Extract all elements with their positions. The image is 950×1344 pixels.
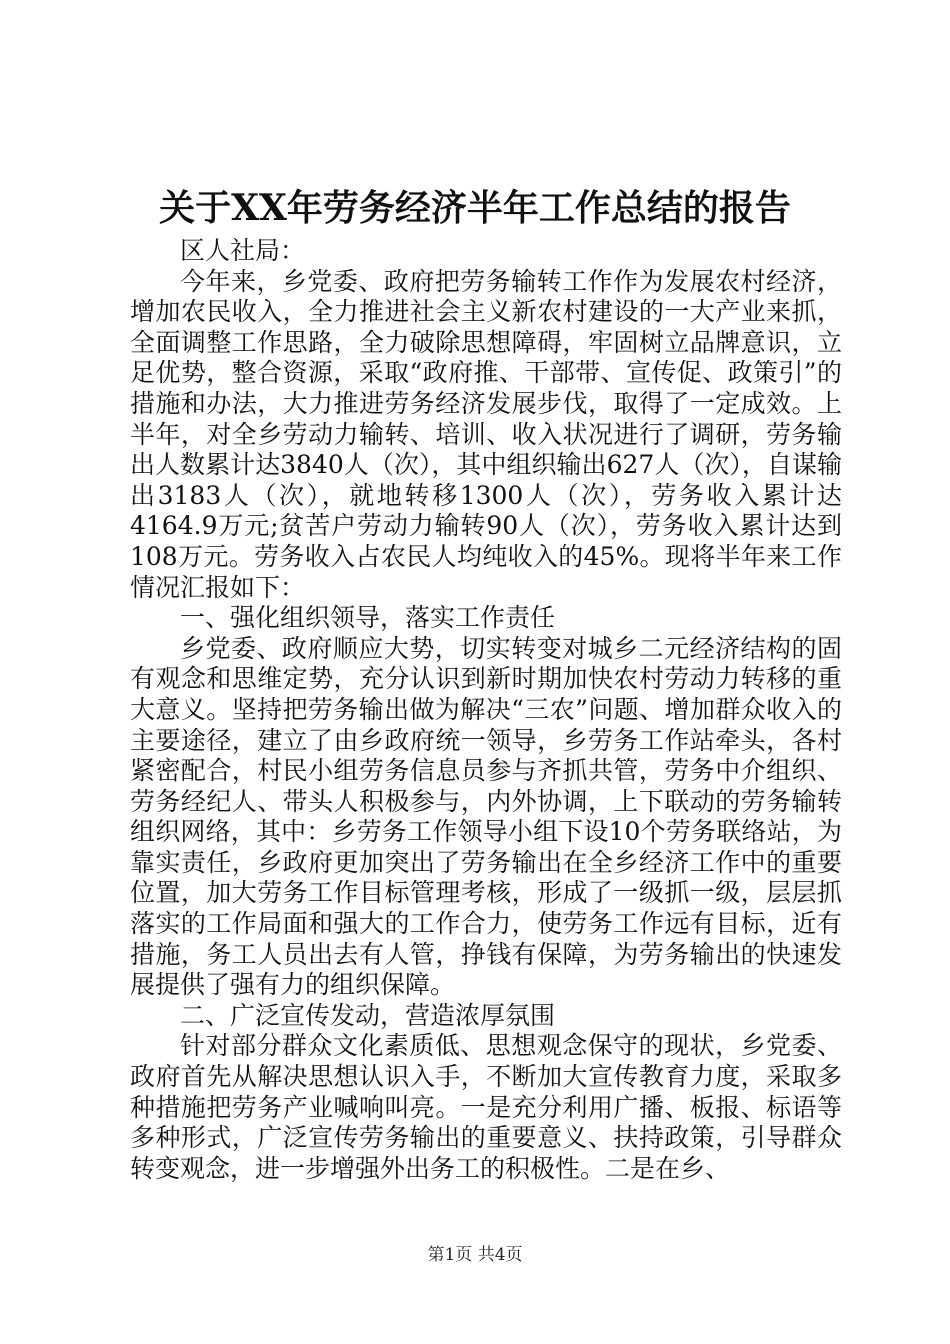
paragraph-intro: 今年来，乡党委、政府把劳务输转工作作为发展农村经济，增加农民收入，全力推进社会主义新农村建设的一大产业来抓，全面调整工作思路，全力破除思想障碍，牢固树立品牌意识，立足优势，整合资源，采取“政府推、干部带、宣传促、政策引”的措施和办法，大力推进劳务经济发展步伐，取得了一定成效。上半年，对全乡劳动力输转、培训、收入状况进行了调研，劳务输出人数累计达3840人（次），其中组织输出627人（次），自谋输出3183人（次），就地转移1300人（次），劳务收入累计达4164.9万元;贫苦户劳动力输转90人（次），劳务收入累计达到108万元。劳务收入占农民人均纯收入的45%。现将半年来工作情况汇报如下： xyxy=(130,266,842,602)
section-heading-2: 二、广泛宣传发动，营造浓厚氛围 xyxy=(180,1000,556,1030)
section-heading-1: 一、强化组织领导，落实工作责任 xyxy=(180,603,556,633)
paragraph-section-1: 乡党委、政府顺应大势，切实转变对城乡二元经济结构的固有观念和思维定势，充分认识到新时期加快农村劳动力转移的重大意义。坚持把劳务输出做为解决“三农”问题、增加群众收入的主要途径，建立了由乡政府统一领导，乡劳务工作站牵头，各村紧密配合，村民小组劳务信息员参与齐抓共管，劳务中介组织、劳务经纪人、带头人积极参与，内外协调，上下联动的劳务输转组织网络，其中：乡劳务工作领导小组下设10个劳务联络站，为靠实责任，乡政府更加突出了劳务输出在全乡经济工作中的重要位置，加大劳务工作目标管理考核，形成了一级抓一级，层层抓落实的工作局面和强大的工作合力，使劳务工作远有目标，近有措施，务工人员出去有人管，挣钱有保障，为劳务输出的快速发展提供了强有力的组织保障。 xyxy=(130,633,842,1000)
page-footer: 第1页 共4页 xyxy=(427,1245,523,1265)
document-title: 关于XX年劳务经济半年工作总结的报告 xyxy=(159,187,791,229)
paragraph-section-2: 针对部分群众文化素质低、思想观念保守的现状，乡党委、政府首先从解决思想认识入手，不断加大宣传教育力度，采取多种措施把劳务产业喊响叫亮。一是充分利用广播、板报、标语等多种形式，广泛宣传劳务输出的重要意义、扶持政策，引导群众转变观念，进一步增强外出务工的积极性。二是在乡、 xyxy=(130,1031,842,1183)
salutation: 区人社局： xyxy=(180,236,306,265)
document-body xyxy=(130,236,842,1184)
